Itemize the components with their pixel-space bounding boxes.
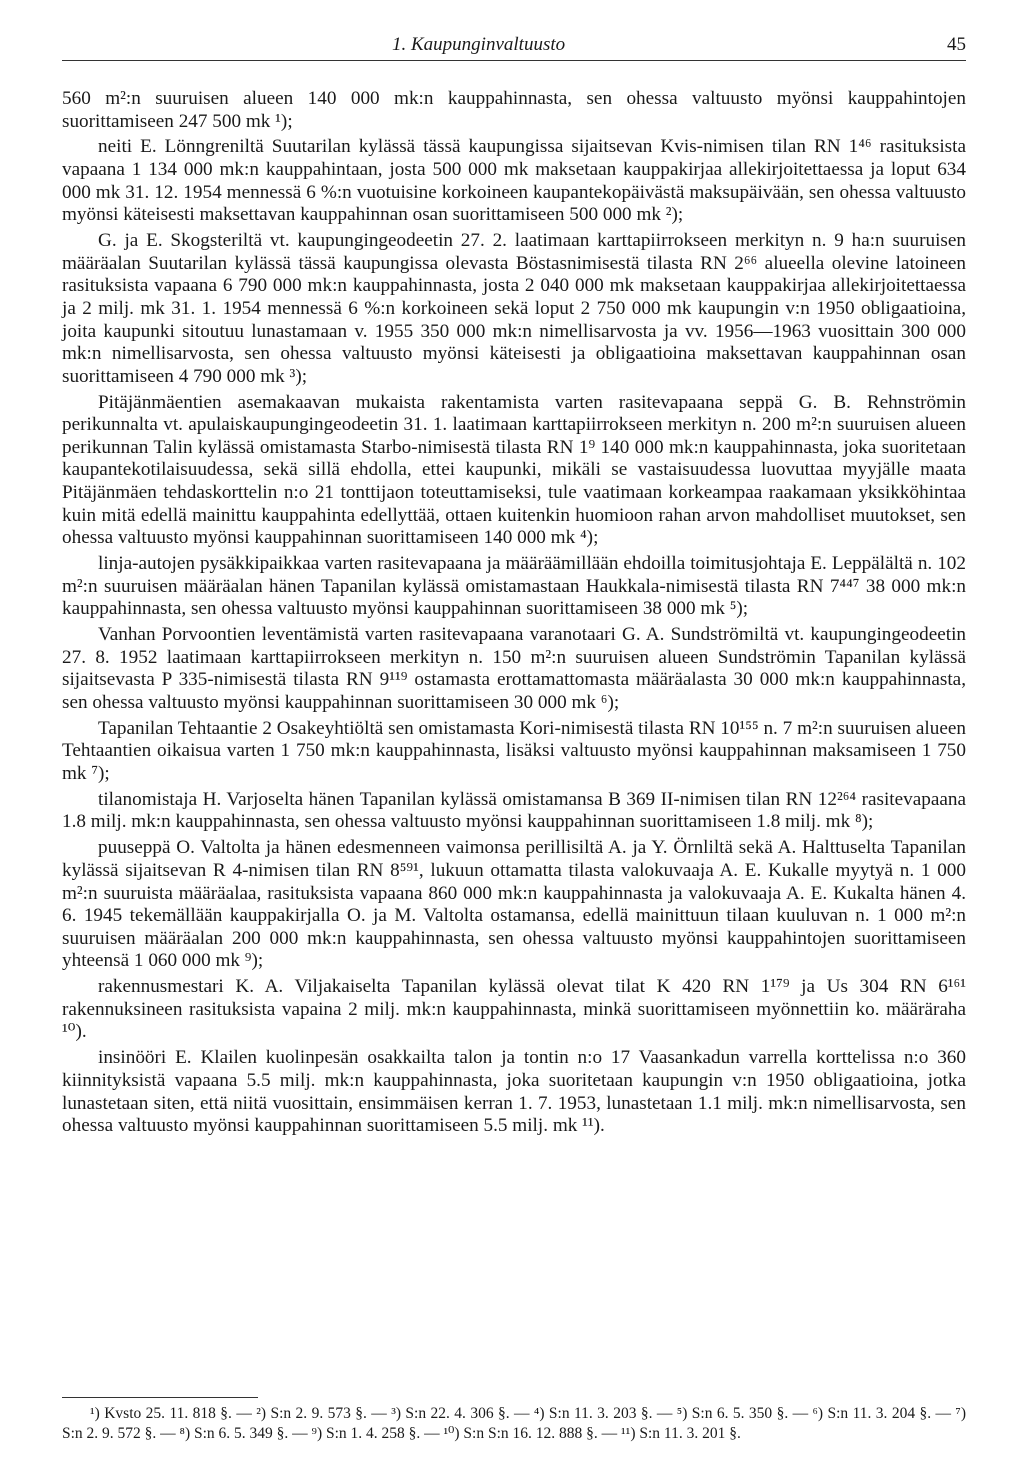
paragraph: rakennusmestari K. A. Viljakaiselta Tapanilan kylässä olevat tilat K 420 RN 1¹⁷⁹ ja Us 304 RN 6¹⁶¹ rakennuksineen rasituksista vapaina 2 milj. mk:n kauppahinnasta, minkä suorittamiseen myönnettiin ko. määräraha ¹⁰). <box>62 976 966 1043</box>
paragraph: puuseppä O. Valtolta ja hänen edesmenneen vaimonsa perillisiltä A. ja Y. Örnliltä sekä A. Halttuselta Tapanilan kylässä sijaitsevan R 4-nimisen tilan RN 8⁵⁹¹, lukuun ottamatta tilasta valokuvaaja A. E. Kukalle myytyä n. 1 000 m²:n suuruista määräalaa, rasituksista vapaana 860 000 mk:n kauppahinnasta ja valokuvaaja A. E. Kukalta hänen 4. 6. 1945 tekemällään kauppakirjalla O. ja M. Valtolta ostamansa, edellä mainittuun tilaan kuuluvan n. 1 000 m²:n suuruisen määräalan 200 000 mk:n kauppahinnasta, sen ohessa valtuusto myönsi kauppahintojen suorittamiseen yhteensä 1 060 000 mk ⁹); <box>62 837 966 972</box>
paragraph: Vanhan Porvoontien leventämistä varten rasitevapaana varanotaari G. A. Sundströmiltä vt. kaupungingeodeetin 27. 8. 1952 laatimaan karttapiirrokseen merkityn n. 150 m²:n suuruisen alueen Sundströmin Tapanilan kylässä sijaitsevasta P 335-nimisestä tilasta RN 9¹¹⁹ ostamasta erottamattomasta määräalasta 30 000 mk:n kauppahinnasta, sen ohessa valtuusto myönsi kauppahinnan suorittamiseen 30 000 mk ⁶); <box>62 624 966 713</box>
paragraph: tilanomistaja H. Varjoselta hänen Tapanilan kylässä omistamansa B 369 II-nimisen tilan RN 12²⁶⁴ rasitevapaana 1.8 milj. mk:n kauppahinnasta, sen ohessa valtuusto myönsi kauppahinnan suorittamiseen 1.8 milj. mk ⁸); <box>62 788 966 833</box>
paragraph: G. ja E. Skogsteriltä vt. kaupungingeodeetin 27. 2. laatimaan karttapiirrokseen merkityn n. 9 ha:n suuruisen määräalan Suutarilan kylässä tässä kaupungissa olevasta Böstasnimisestä tilasta RN 2⁶⁶ alueella olevine latoineen rasituksista vapaana 6 790 000 mk:n kauppahinnasta, josta 2 040 000 mk maksetaan kauppakirjaa allekirjoitettaessa ja 2 milj. mk 31. 1. 1954 mennessä 6 %:n korkoineen sekä loput 2 750 000 mk kaupungin v:n 1950 obligaatioina, joita kaupunki sitoutuu lunastamaan v. 1955 350 000 mk:n nimellisarvosta ja vv. 1956—1963 vuosittain 300 000 mk:n nimellisarvosta, sen ohessa valtuusto myönsi käteisesti ja obligaatioina maksettavan kauppahinnan osan suorittamiseen 4 790 000 mk ³); <box>62 230 966 387</box>
footnote-text: ¹) Kvsto 25. 11. 818 §. — ²) S:n 2. 9. 573 §. — ³) S:n 22. 4. 306 §. — ⁴) S:n 11. 3. 203 §. — ⁵) S:n 6. 5. 350 §. — ⁶) S:n 11. 3. 204 §. — ⁷) S:n 2. 9. 572 §. — ⁸) S:n 6. 5. 349 §. — ⁹) S:n 1. 4. 258 §. — ¹⁰) S:n S:n 16. 12. 888 §. — ¹¹) S:n 11. 3. 201 §. <box>62 1405 966 1442</box>
footnote-rule <box>62 1397 258 1398</box>
header-rule <box>62 60 966 61</box>
paragraph: neiti E. Lönngreniltä Suutarilan kylässä tässä kaupungissa sijaitsevan Kvis-nimisen tilan RN 1⁴⁶ rasituksista vapaana 1 134 000 mk:n kauppahintaan, josta 500 000 mk maksetaan kauppakirjaa allekirjoitettaessa ja loput 634 000 mk 31. 12. 1954 mennessä 6 %:n vuotuisine korkoineen kaupantekopäivästä maksupäivään, sen ohessa valtuusto myönsi käteisesti maksettavan kauppahinnan osan suorittamiseen 500 000 mk ²); <box>62 136 966 226</box>
paragraph: insinööri E. Klailen kuolinpesän osakkailta talon ja tontin n:o 17 Vaasankadun varrella korttelissa n:o 360 kiinnityksistä vapaana 5.5 milj. mk:n kauppahinnasta, joka suoritetaan kaupungin v:n 1950 obligaatioina, jotka lunastetaan siten, että niitä vuosittain, ensimmäisen kerran 1. 7. 1953, lunastetaan 1.1 milj. mk:n nimellisarvosta, sen ohessa valtuusto myönsi kauppahinnan suorittamiseen 5.5 milj. mk ¹¹). <box>62 1047 966 1137</box>
paragraph: Tapanilan Tehtaantie 2 Osakeyhtiöltä sen omistamasta Kori-nimisestä tilasta RN 10¹⁵⁵ n. 7 m²:n suuruisen alueen Tehtaantien oikaisua varten 1 750 mk:n kauppahinnasta, lisäksi valtuusto myönsi kauppahinnan maksamiseen 1 750 mk ⁷); <box>62 717 966 784</box>
paragraph: linja-autojen pysäkkipaikkaa varten rasitevapaana ja määräämillään ehdoilla toimitusjohtaja E. Leppälältä n. 102 m²:n suuruisen määräalan hänen Tapanilan kylässä omistamastaan Haukkala-nimisestä tilasta RN 7⁴⁴⁷ 38 000 mk:n kauppahinnasta, sen ohessa valtuusto myönsi kauppahinnan suorittamiseen 38 000 mk ⁵); <box>62 553 966 620</box>
section-title: 1. Kaupunginvaltuusto <box>392 34 566 55</box>
body-text <box>62 88 966 1141</box>
footnotes <box>62 1404 966 1444</box>
paragraph: 560 m²:n suuruisen alueen 140 000 mk:n kauppahinnasta, sen ohessa valtuusto myönsi kauppahintojen suorittamiseen 247 500 mk ¹); <box>62 88 966 132</box>
running-header <box>62 30 966 60</box>
paragraph: Pitäjänmäentien asemakaavan mukaista rakentamista varten rasitevapaana seppä G. B. Rehnströmin perikunnalta vt. apulaiskaupungingeodeetin 31. 1. laatimaan karttapiirrokseen merkityn n. 200 m²:n suuruisen alueen perikunnan Talin kylässä omistamasta Starbo-nimisestä tilasta RN 1⁹ 140 000 mk:n kauppahinnasta, joka suoritetaan kaupantekotilaisuudessa, sekä sillä ehdolla, ettei kaupunki, mikäli se vastaisuudessa luovuttaa myyjälle maata Pitäjänmäen tehdaskorttelin n:o 21 tonttijaon toteuttamiseksi, tule vaatimaan korkeampaa raakamaan yksikköhintaa kuin mitä edellä mainittu kauppahinta edellyttää, ottaen kuitenkin huomioon rahan arvon mahdolliset muutokset, sen ohessa valtuusto myönsi kauppahinnan suorittamiseen 140 000 mk ⁴); <box>62 391 966 549</box>
page-number: 45 <box>947 34 966 55</box>
